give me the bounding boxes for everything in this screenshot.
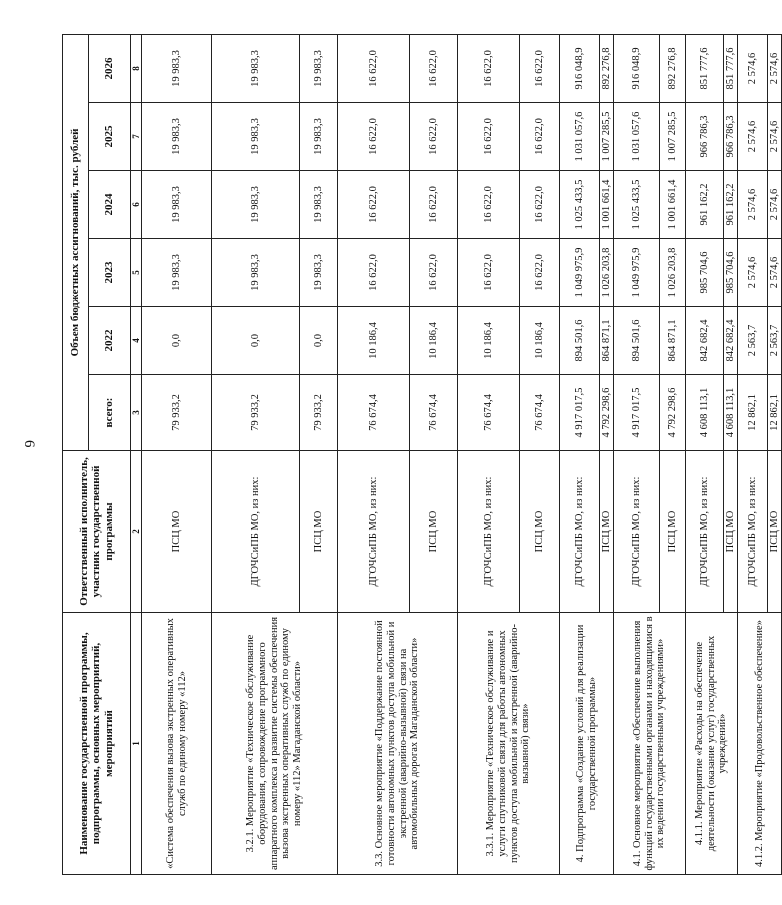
row-year-value: 1 031 057,6 xyxy=(614,103,660,171)
row-year-value: 2 574,6 xyxy=(768,171,782,239)
row-year-value: 2 574,6 xyxy=(738,103,768,171)
budget-table xyxy=(62,34,782,875)
row-year-value: 851 777,6 xyxy=(724,34,738,102)
row-executor: ДГОЧСиПБ МО, из них: xyxy=(560,451,600,613)
row-year-value: 1 007 285,5 xyxy=(660,103,686,171)
row-year-value: 16 622,0 xyxy=(338,171,410,239)
row-year-value: 1 001 661,4 xyxy=(600,171,614,239)
row-year-value: 19 983,3 xyxy=(212,103,300,171)
row-year-value: 16 622,0 xyxy=(520,239,560,307)
row-year-value: 16 622,0 xyxy=(410,34,458,102)
row-year-value: 985 704,6 xyxy=(686,239,724,307)
row-total: 12 862,1 xyxy=(768,375,782,451)
page-number: 6 xyxy=(21,440,37,448)
table-body xyxy=(142,34,782,874)
row-year-value: 16 622,0 xyxy=(410,171,458,239)
row-year-value: 851 777,6 xyxy=(686,34,724,102)
row-year-value: 961 162,2 xyxy=(724,171,738,239)
row-year-value: 892 276,8 xyxy=(660,34,686,102)
table-row xyxy=(686,34,724,874)
row-year-value: 1 031 057,6 xyxy=(560,103,600,171)
row-year-value: 0,0 xyxy=(300,307,338,375)
header-executor: Ответственный исполнитель, участник государственной программы xyxy=(63,451,131,613)
row-year-value: 2 563,7 xyxy=(738,307,768,375)
row-executor: ДГОЧСиПБ МО, из них: xyxy=(212,451,300,613)
index-cell: 7 xyxy=(131,103,142,171)
row-year-value: 2 574,6 xyxy=(768,239,782,307)
row-total: 12 862,1 xyxy=(738,375,768,451)
row-year-value: 19 983,3 xyxy=(142,239,212,307)
table-row xyxy=(458,34,520,874)
table-row xyxy=(614,34,660,874)
header-year: 2022 xyxy=(89,307,131,375)
row-year-value: 2 574,6 xyxy=(768,34,782,102)
row-name: 3.3. Основное мероприятие «Поддержание постоянной готовности автономных пунктов доступа мобильной и экстренной (аварийно-вызывной) связи на автомобильных дорогах Магаданской области» xyxy=(338,613,458,875)
row-executor: ПСЦ МО xyxy=(142,451,212,613)
row-executor: ДГОЧСиПБ МО, из них: xyxy=(338,451,410,613)
index-cell: 6 xyxy=(131,171,142,239)
row-name: 4. Подпрограмма «Создание условий для реализации государственной программы» xyxy=(560,613,614,875)
row-year-value: 2 574,6 xyxy=(768,103,782,171)
row-year-value: 10 186,4 xyxy=(338,307,410,375)
row-year-value: 0,0 xyxy=(142,307,212,375)
row-executor: ПСЦ МО xyxy=(520,451,560,613)
row-executor: ДГОЧСиПБ МО, из них: xyxy=(686,451,724,613)
row-year-value: 10 186,4 xyxy=(410,307,458,375)
row-year-value: 16 622,0 xyxy=(520,171,560,239)
row-year-value: 2 574,6 xyxy=(738,34,768,102)
index-cell: 5 xyxy=(131,239,142,307)
row-year-value: 10 186,4 xyxy=(520,307,560,375)
table-row xyxy=(212,34,300,874)
row-total: 76 674,4 xyxy=(458,375,520,451)
row-year-value: 1 026 203,8 xyxy=(600,239,614,307)
row-year-value: 0,0 xyxy=(212,307,300,375)
row-executor: ПСЦ МО xyxy=(660,451,686,613)
row-year-value: 842 682,4 xyxy=(686,307,724,375)
header-year: 2023 xyxy=(89,239,131,307)
row-year-value: 1 026 203,8 xyxy=(660,239,686,307)
row-year-value: 19 983,3 xyxy=(212,239,300,307)
row-total: 79 933,2 xyxy=(212,375,300,451)
row-year-value: 16 622,0 xyxy=(458,171,520,239)
row-total: 4 608 113,1 xyxy=(724,375,738,451)
row-total: 4 917 017,5 xyxy=(614,375,660,451)
budget-table-rotated xyxy=(62,35,780,875)
row-executor: ПСЦ МО xyxy=(410,451,458,613)
header-year: 2025 xyxy=(89,103,131,171)
row-year-value: 1 049 975,9 xyxy=(560,239,600,307)
row-year-value: 2 574,6 xyxy=(738,171,768,239)
row-year-value: 16 622,0 xyxy=(458,103,520,171)
row-executor: ПСЦ МО xyxy=(724,451,738,613)
row-year-value: 16 622,0 xyxy=(458,34,520,102)
row-name: 4.1.1. Мероприятие «Расходы на обеспечение деятельности (оказание услуг) государственных учреждений» xyxy=(686,613,738,875)
row-year-value: 2 574,6 xyxy=(738,239,768,307)
row-executor: ПСЦ МО xyxy=(300,451,338,613)
row-name: 3.2.1. Мероприятие «Техническое обслуживание оборудования, сопровождение программного аппаратного комплекса и развитие системы обеспечения вызова экстренных оперативных служб по единому номеру «112» Магаданской области» xyxy=(212,613,338,875)
row-year-value: 19 983,3 xyxy=(300,171,338,239)
row-year-value: 19 983,3 xyxy=(212,171,300,239)
row-year-value: 16 622,0 xyxy=(520,103,560,171)
row-year-value: 16 622,0 xyxy=(410,103,458,171)
row-year-value: 1 007 285,5 xyxy=(600,103,614,171)
row-total: 76 674,4 xyxy=(410,375,458,451)
row-year-value: 16 622,0 xyxy=(410,239,458,307)
row-year-value: 864 871,1 xyxy=(600,307,614,375)
row-year-value: 961 162,2 xyxy=(686,171,724,239)
row-year-value: 19 983,3 xyxy=(300,239,338,307)
row-name: 3.3.1. Мероприятие «Техническое обслуживание и услуги спутниковой связи для работы автономных пунктов доступа мобильной и экстренной (аварийно-вызывной) связи» xyxy=(458,613,560,875)
row-year-value: 966 786,3 xyxy=(724,103,738,171)
row-total: 76 674,4 xyxy=(520,375,560,451)
index-cell: 2 xyxy=(131,451,142,613)
row-year-value: 10 186,4 xyxy=(458,307,520,375)
row-year-value: 916 048,9 xyxy=(614,34,660,102)
index-cell: 4 xyxy=(131,307,142,375)
table-row xyxy=(338,34,410,874)
row-year-value: 894 501,6 xyxy=(560,307,600,375)
row-year-value: 16 622,0 xyxy=(520,34,560,102)
row-year-value: 894 501,6 xyxy=(614,307,660,375)
row-total: 4 608 113,1 xyxy=(686,375,724,451)
row-name: 4.1. Основное мероприятие «Обеспечение выполнения функций государственными органами и находящимися в их ведении государственными учреждениями» xyxy=(614,613,686,875)
row-year-value: 842 682,4 xyxy=(724,307,738,375)
row-year-value: 1 001 661,4 xyxy=(660,171,686,239)
table-row xyxy=(560,34,600,874)
row-year-value: 1 025 433,5 xyxy=(614,171,660,239)
header-funding: Объем бюджетных ассигнований, тыс. рублей xyxy=(63,34,89,450)
table-row xyxy=(142,34,212,874)
row-total: 4 792 298,6 xyxy=(660,375,686,451)
row-year-value: 16 622,0 xyxy=(338,103,410,171)
index-cell: 1 xyxy=(131,613,142,875)
row-total: 4 917 017,5 xyxy=(560,375,600,451)
row-year-value: 916 048,9 xyxy=(560,34,600,102)
row-year-value: 2 563,7 xyxy=(768,307,782,375)
row-year-value: 985 704,6 xyxy=(724,239,738,307)
table-row xyxy=(738,34,768,874)
row-year-value: 19 983,3 xyxy=(142,103,212,171)
header-name: Наименование государственной программы, подпрограммы, основных мероприятий, мероприятий xyxy=(63,613,131,875)
row-year-value: 966 786,3 xyxy=(686,103,724,171)
index-cell: 3 xyxy=(131,375,142,451)
row-year-value: 19 983,3 xyxy=(300,103,338,171)
row-total: 79 933,2 xyxy=(142,375,212,451)
row-year-value: 892 276,8 xyxy=(600,34,614,102)
row-executor: ДГОЧСиПБ МО, из них: xyxy=(614,451,660,613)
row-executor: ПСЦ МО xyxy=(768,451,782,613)
row-executor: ДГОЧСиПБ МО, из них: xyxy=(738,451,768,613)
row-year-value: 16 622,0 xyxy=(338,239,410,307)
row-year-value: 16 622,0 xyxy=(458,239,520,307)
row-executor: ПСЦ МО xyxy=(600,451,614,613)
row-year-value: 19 983,3 xyxy=(212,34,300,102)
row-total: 79 933,2 xyxy=(300,375,338,451)
row-name: 4.1.2. Мероприятие «Продовольственное обеспечение» xyxy=(738,613,782,875)
row-name: «Система обеспечения вызова экстренных оперативных служб по единому номеру «112» xyxy=(142,613,212,875)
header-year: 2024 xyxy=(89,171,131,239)
row-year-value: 19 983,3 xyxy=(142,34,212,102)
row-year-value: 1 049 975,9 xyxy=(614,239,660,307)
header-total: всего: xyxy=(89,375,131,451)
row-executor: ДГОЧСиПБ МО, из них: xyxy=(458,451,520,613)
row-total: 4 792 298,6 xyxy=(600,375,614,451)
row-year-value: 19 983,3 xyxy=(300,34,338,102)
row-year-value: 16 622,0 xyxy=(338,34,410,102)
row-year-value: 1 025 433,5 xyxy=(560,171,600,239)
row-year-value: 864 871,1 xyxy=(660,307,686,375)
row-total: 76 674,4 xyxy=(338,375,410,451)
index-cell: 8 xyxy=(131,34,142,102)
header-year: 2026 xyxy=(89,34,131,102)
row-year-value: 19 983,3 xyxy=(142,171,212,239)
